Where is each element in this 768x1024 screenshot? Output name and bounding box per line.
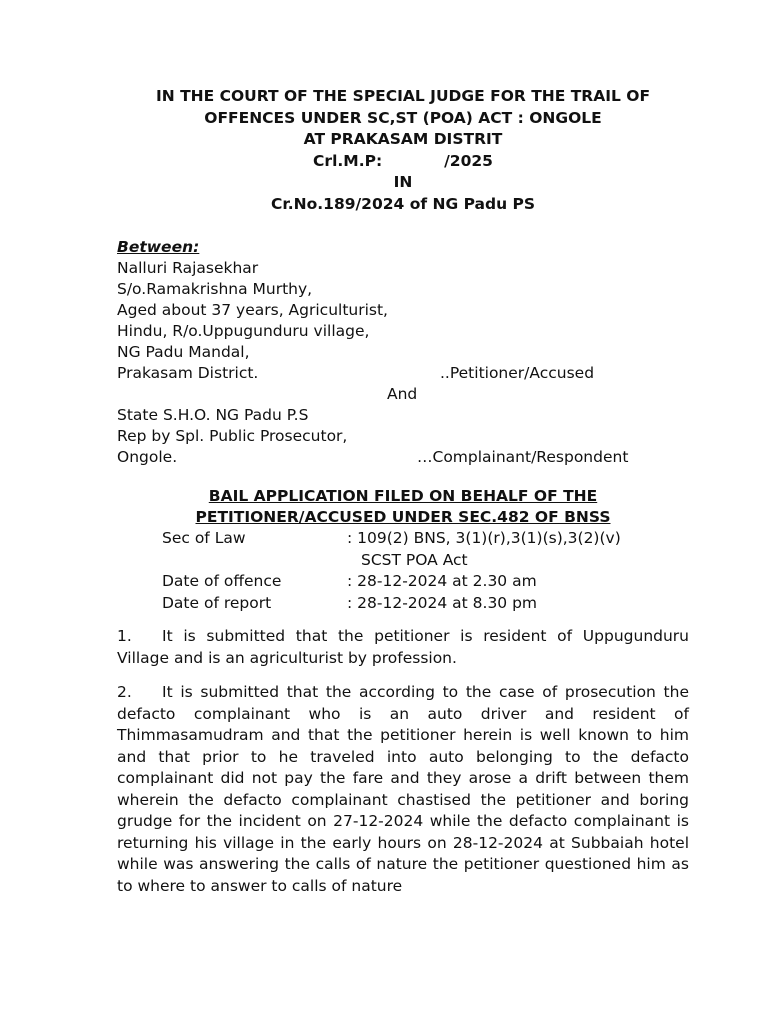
- fact-value: : 109(2) BNS, 3(1)(r),3(1)(s),3(2)(v): [347, 529, 621, 547]
- bail-title-line-2: PETITIONER/ACCUSED UNDER SEC.482 OF BNSS: [195, 508, 611, 526]
- paragraph-number: 1.: [117, 627, 132, 645]
- crl-mp-year: /2025: [444, 151, 493, 170]
- crl-mp-prefix: Crl.M.P:: [313, 151, 383, 170]
- petitioner-line: Hindu, R/o.Uppugunduru village,: [117, 322, 370, 340]
- fact-value-continuation: SCST POA Act: [361, 550, 468, 569]
- paragraph-text: It is submitted that the petitioner is resident of Uppugunduru Village and is an agriculturist by profession.: [117, 627, 689, 667]
- case-facts-table: [117, 528, 689, 614]
- fact-label: Date of offence: [162, 572, 282, 590]
- fact-value: : 28-12-2024 at 2.30 am: [347, 572, 537, 590]
- petitioner-line: Prakasam District.: [117, 364, 259, 382]
- in-label: IN: [393, 173, 413, 191]
- respondent-role: …Complainant/Respondent: [417, 448, 629, 466]
- petitioner-line: S/o.Ramakrishna Murthy,: [117, 280, 313, 298]
- petitioner-line: NG Padu Mandal,: [117, 343, 250, 361]
- paragraph-2: [117, 682, 689, 897]
- petitioner-role: ..Petitioner/Accused: [440, 364, 595, 382]
- crl-mp-line: [117, 151, 689, 173]
- fact-row-date-of-report: [162, 593, 689, 615]
- petitioner-line: Nalluri Rajasekhar: [117, 259, 259, 277]
- respondent-line: State S.H.O. NG Padu P.S: [117, 406, 309, 424]
- fact-label: Sec of Law: [162, 529, 246, 547]
- court-title-line-3: AT PRAKASAM DISTRIT: [303, 130, 503, 148]
- petitioner-last-line: [117, 363, 689, 384]
- paragraph-text: It is submitted that the according to the case of prosecution the defacto complainant who is an auto driver and resident of Thimmasamudram and that the petitioner herein is well known to him and that prior to he traveled into auto belonging to the defacto complainant did not pay the fare and they arose a drift between them wherein the defacto complainant chastised the petitioner and boring grudge for the incident on 27-12-2024 while the defacto complainant is returning his village in the early hours on 28-12-2024 at Subbaiah hotel while was answering the calls of nature the petitioner questioned him as to where to answer to calls of nature: [117, 683, 689, 895]
- paragraph-number: 2.: [117, 683, 132, 701]
- between-label: Between:: [117, 238, 200, 256]
- respondent-line: Ongole.: [117, 448, 178, 466]
- respondent-last-line: [117, 447, 689, 468]
- bail-application-title: [117, 486, 689, 528]
- petitioner-line: Aged about 37 years, Agriculturist,: [117, 301, 388, 319]
- respondent-line: Rep by Spl. Public Prosecutor,: [117, 427, 348, 445]
- court-title-line-2: OFFENCES UNDER SC,ST (POA) ACT : ONGOLE: [204, 108, 602, 127]
- court-title-line-1: IN THE COURT OF THE SPECIAL JUDGE FOR THE TRAIL OF: [155, 87, 651, 105]
- crl-mp-blank: [382, 151, 444, 173]
- fact-label: Date of report: [162, 593, 272, 612]
- fact-row-date-of-offence: [162, 571, 689, 593]
- crime-number: Cr.No.189/2024 of NG Padu PS: [270, 194, 536, 213]
- paragraph-1: [117, 626, 689, 669]
- fact-value: : 28-12-2024 at 8.30 pm: [347, 593, 538, 612]
- and-label: And: [387, 385, 418, 403]
- document-page: [117, 86, 689, 897]
- court-header: [117, 86, 689, 215]
- respondent-block: [117, 405, 689, 468]
- bail-title-line-1: BAIL APPLICATION FILED ON BEHALF OF THE: [208, 487, 598, 505]
- fact-row-sec-of-law: [162, 528, 689, 550]
- petitioner-block: [117, 258, 689, 384]
